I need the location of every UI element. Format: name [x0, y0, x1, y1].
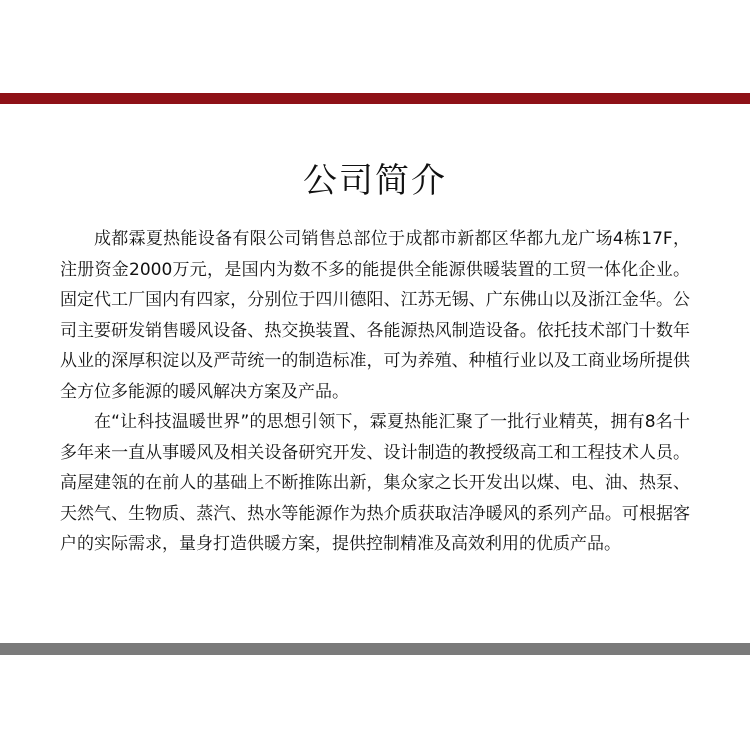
header-accent-bar [0, 93, 750, 104]
company-intro-body [60, 224, 690, 560]
footer-bar [0, 643, 750, 655]
intro-paragraph-1: 成都霖夏热能设备有限公司销售总部位于成都市新都区华都九龙广场4栋17F，注册资金2000万元，是国内为数不多的能提供全能源供暖装置的工贸一体化企业。固定代工厂国内有四家，分别位于四川德阳、江苏无锡、广东佛山以及浙江金华。公司主要研发销售暖风设备、热交换装置、各能源热风制造设备。依托技术部门十数年从业的深厚积淀以及严苛统一的制造标准，可为养殖、种植行业以及工商业场所提供全方位多能源的暖风解决方案及产品。 [60, 229, 690, 402]
intro-paragraph-2: 在“让科技温暖世界”的思想引领下，霖夏热能汇聚了一批行业精英，拥有8名十多年来一直从事暖风及相关设备研究开发、设计制造的教授级高工和工程技术人员。高屋建瓴的在前人的基础上不断推陈出新，集众家之长开发出以煤、电、油、热泵、天然气、生物质、蒸汽、热水等能源作为热介质获取洁净暖风的系列产品。可根据客户的实际需求，量身打造供暖方案，提供控制精准及高效利用的优质产品。 [60, 412, 690, 554]
page-title: 公司简介 [303, 161, 447, 201]
